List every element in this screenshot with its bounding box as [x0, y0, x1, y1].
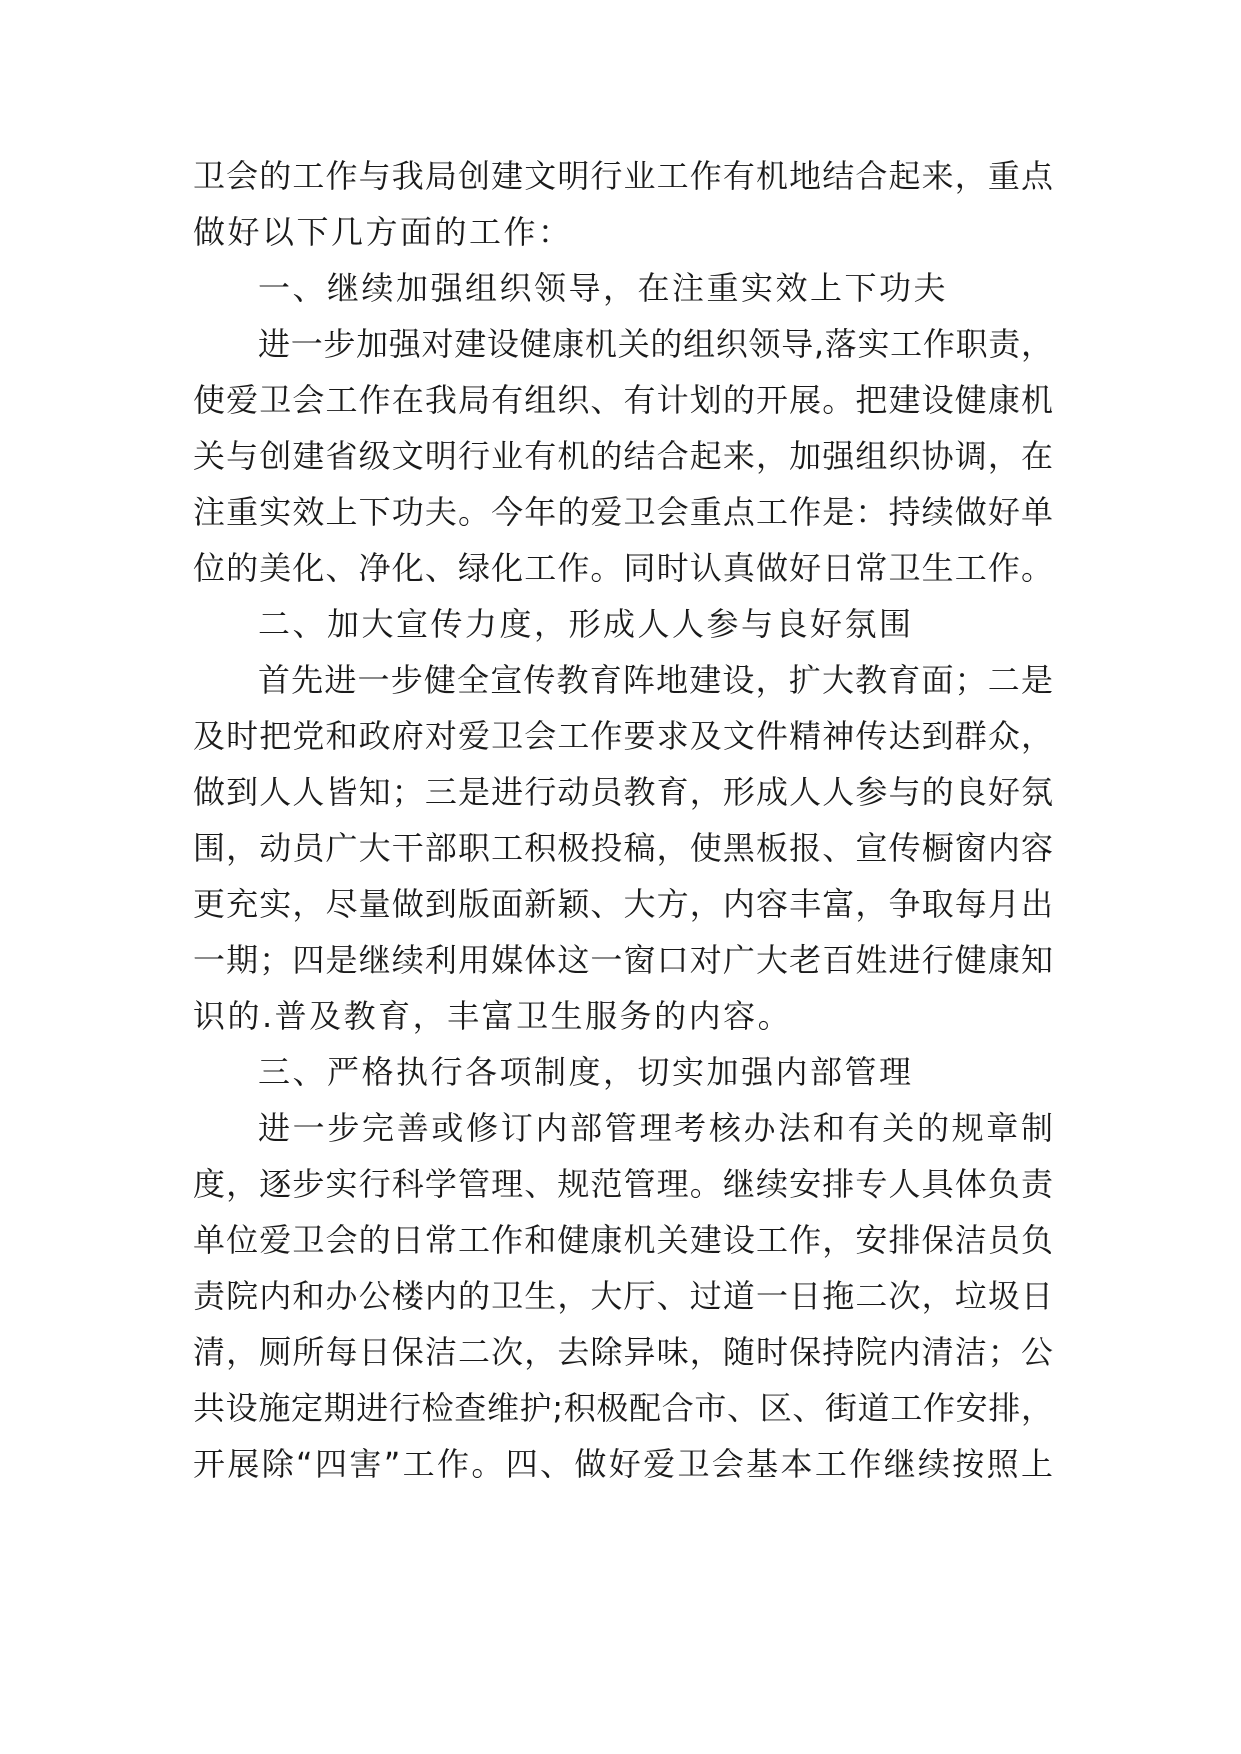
body-text-line: 单位爱卫会的日常工作和健康机关建设工作，安排保洁员负 — [193, 1221, 1053, 1259]
body-text-line: 责院内和办公楼内的卫生，大厅、过道一日拖二次，垃圾日 — [193, 1277, 1053, 1315]
body-text-line: 清，厕所每日保洁二次，去除异味，随时保持院内清洁；公 — [193, 1333, 1053, 1371]
body-text-line: 做好以下几方面的工作： — [193, 213, 573, 251]
body-text-line: 度，逐步实行科学管理、规范管理。继续安排专人具体负责 — [193, 1165, 1053, 1203]
body-text-line: 及时把党和政府对爱卫会工作要求及文件精神传达到群众， — [193, 717, 1053, 755]
body-text-line: 识的.普及教育，丰富卫生服务的内容。 — [193, 997, 793, 1035]
body-text-line: 进一步完善或修订内部管理考核办法和有关的规章制 — [258, 1109, 1053, 1147]
body-text-line: 使爱卫会工作在我局有组织、有计划的开展。把建设健康机 — [193, 381, 1053, 419]
body-text-line: 进一步加强对建设健康机关的组织领导,落实工作职责， — [258, 325, 1053, 363]
body-text-line: 围，动员广大干部职工积极投稿，使黑板报、宣传橱窗内容 — [193, 829, 1053, 867]
body-text-line: 共设施定期进行检查维护;积极配合市、区、街道工作安排， — [193, 1389, 1053, 1427]
body-text-line: 一期；四是继续利用媒体这一窗口对广大老百姓进行健康知 — [193, 941, 1053, 979]
body-text-line: 首先进一步健全宣传教育阵地建设，扩大教育面；二是 — [258, 661, 1053, 699]
section-heading-1: 一、继续加强组织领导，在注重实效上下功夫 — [258, 269, 949, 307]
body-text-line: 做到人人皆知；三是进行动员教育，形成人人参与的良好氛 — [193, 773, 1053, 811]
section-heading-2: 二、加大宣传力度，形成人人参与良好氛围 — [258, 605, 914, 643]
body-text-line: 注重实效上下功夫。今年的爱卫会重点工作是：持续做好单 — [193, 493, 1053, 531]
body-text-line: 卫会的工作与我局创建文明行业工作有机地结合起来，重点 — [193, 157, 1053, 195]
body-text-line: 关与创建省级文明行业有机的结合起来，加强组织协调，在 — [193, 437, 1053, 475]
body-text-line: 开展除“四害”工作。四、做好爱卫会基本工作继续按照上 — [193, 1445, 1053, 1483]
body-text-line: 更充实，尽量做到版面新颖、大方，内容丰富，争取每月出 — [193, 885, 1053, 923]
section-heading-3: 三、严格执行各项制度，切实加强内部管理 — [258, 1053, 914, 1091]
body-text-line: 位的美化、净化、绿化工作。同时认真做好日常卫生工作。 — [193, 549, 1053, 587]
